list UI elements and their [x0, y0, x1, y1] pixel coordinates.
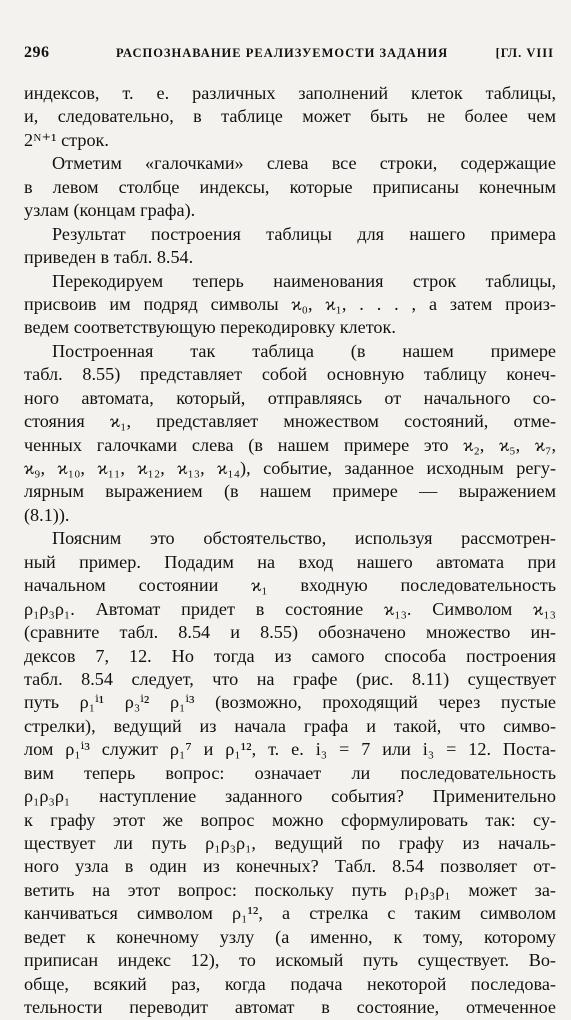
text-line: Поясним это обстоятельство, используя рассмотрен-	[52, 528, 556, 549]
text-line: (8.1)).	[24, 504, 70, 525]
text-line: вим теперь вопрос: означает ли последовательность	[24, 762, 556, 783]
text-line: присвоив им подряд символы ϰ₀, ϰ₁, . . . , а затем произ-	[24, 293, 556, 314]
text-line: обще, всякий раз, когда подача некоторой последова-	[24, 973, 556, 994]
text-line: и, следовательно, в таблице может быть не более чем	[24, 106, 556, 127]
text-line: канчиваться символом ρ₁¹², а стрелка с таким символом	[24, 903, 556, 924]
text-line: ного автомата, который, отправляясь от начального со-	[24, 387, 556, 408]
text-line: табл. 8.55) представляет собой основную таблицу конеч-	[24, 364, 556, 385]
text-line: ρ₁ρ₃ρ₁ наступление заданного события? Применительно	[24, 786, 556, 807]
text-line: Построенная так таблица (в нашем примере	[52, 340, 556, 361]
text-line: стрелки), ведущий из начала графа и такой, что симво-	[24, 715, 556, 736]
text-line: стояния ϰ₁, представляет множеством состояний, отме-	[24, 411, 556, 432]
chapter-marker: [ГЛ. VIII	[495, 46, 554, 60]
text-line: лом ρ₁ⁱ³ служит ρ₁⁷ и ρ₁¹², т. е. i₃ = 7 или i₃ = 12. Поста-	[24, 739, 556, 760]
text-line: ченных галочками слева (в нашем примере это ϰ₂, ϰ₅, ϰ₇,	[24, 434, 556, 455]
running-title: РАСПОЗНАВАНИЕ РЕАЛИЗУЕМОСТИ ЗАДАНИЯ	[116, 46, 449, 60]
text-line: индексов, т. е. различных заполнений клеток таблицы,	[24, 83, 556, 103]
text-line: ветить на этот вопрос: поскольку путь ρ₁ρ₃ρ₁ может за-	[24, 879, 556, 900]
text-line: 2ᴺ⁺¹ строк.	[24, 129, 109, 150]
text-line: (сравните табл. 8.54 и 8.55) обозначено множество ин-	[24, 622, 556, 643]
text-line: к графу этот же вопрос можно сформулировать так: су-	[24, 809, 556, 830]
text-line: ϰ₉, ϰ₁₀, ϰ₁₁, ϰ₁₂, ϰ₁₃, ϰ₁₄), событие, заданное исходным регу-	[24, 458, 556, 478]
text-line: Перекодируем теперь наименования строк таблицы,	[52, 270, 556, 291]
text-line: дексов 7, 12. Но тогда из самого способа построения	[24, 645, 556, 666]
body-text	[24, 82, 556, 1020]
text-line: Отметим «галочками» слева все строки, содержащие	[52, 153, 556, 174]
text-line: ρ₁ρ₃ρ₁. Автомат придет в состояние ϰ₁₃. Символом ϰ₁₃	[24, 598, 556, 619]
text-line: ный пример. Подадим на вход нашего автомата при	[24, 551, 556, 572]
text-line: Результат построения таблицы для нашего примера	[52, 223, 556, 244]
text-line: лярным выражением (в нашем примере — выражением	[24, 481, 556, 502]
text-line: в левом столбце индексы, которые приписаны конечным	[24, 176, 556, 197]
text-line: ного узла в один из конечных? Табл. 8.54 позволяет от-	[24, 856, 556, 877]
text-line: приписан индекс 12), то искомый путь существует. Во-	[24, 950, 556, 971]
text-line: путь ρ₁ⁱ¹ ρ₃ⁱ² ρ₁ⁱ³ (возможно, проходящий через пустые	[24, 692, 556, 713]
text-line: ществует ли путь ρ₁ρ₃ρ₁, ведущий по графу из началь-	[24, 833, 556, 853]
text-line: табл. 8.54 следует, что на графе (рис. 8.11) существует	[24, 668, 556, 689]
running-head	[24, 44, 554, 66]
page-number: 296	[24, 44, 50, 61]
text-line: тельности переводит автомат в состояние, отмеченное	[24, 997, 556, 1018]
text-line: ведет к конечному узлу (а именно, к тому, которому	[24, 926, 556, 947]
text-line: ведем соответствующую перекодировку клеток.	[24, 317, 396, 338]
text-line: приведен в табл. 8.54.	[24, 247, 194, 268]
text-line: начальном состоянии ϰ₁ входную последовательность	[24, 575, 556, 596]
text-line: узлам (концам графа).	[24, 200, 196, 221]
